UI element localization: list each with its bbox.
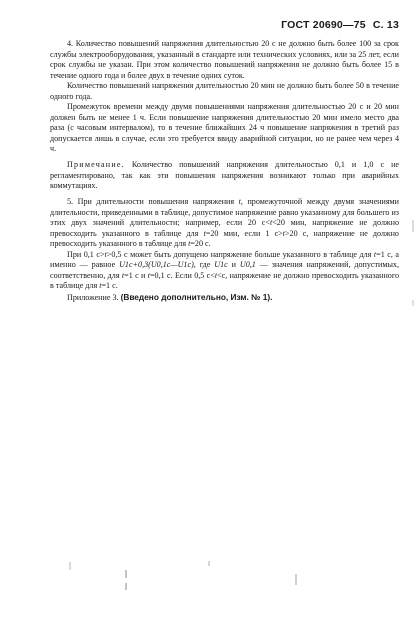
var-t: t <box>214 270 218 280</box>
appendix-note <box>50 292 399 304</box>
running-header <box>277 19 399 31</box>
voltage-formula: U1c+0,3(U0,1c—U1c) <box>119 260 194 269</box>
p6-part: <c, напряжение не должно превосходить указанного в таблице для <box>50 270 400 290</box>
paragraph-5 <box>50 197 399 250</box>
var-t: t <box>147 270 150 280</box>
var-t: t <box>99 281 102 290</box>
paragraph-interval: Промежуток времени между двумя повышениями напряжения длительностью 20 с и 20 мин должен быть не менее 1 ч. Если повышение напряжения длительностью 20 мин имело место два раза (с часовым интервалом), то в течение ближайших 24 ч повышение напряжения в третий раз допускается лишь в случае, если это требуется ввиду аварийной ситуации, но не ранее чем через 4 ч. <box>50 102 399 153</box>
standard-number: ГОСТ 20690—75 <box>281 19 366 31</box>
p6-part: =0,1 с. Если 0,5 c< <box>149 270 215 280</box>
p6-part: =1 с. <box>101 281 118 290</box>
page-number: С. 13 <box>372 19 399 31</box>
paragraph-limit-20min: Количество повышений напряжения длительностью 20 мин не должно быть более 50 в течение одного года. <box>50 81 399 101</box>
p5-part: , промежуточной между двумя значениями длительности, приведенными в таблице, допустимое напряжение равно указанному для большего из этих двух значений длительности; например, если 20 c< <box>50 197 400 227</box>
var-t: t <box>203 228 206 238</box>
p5-part: =20 с. <box>190 239 211 248</box>
body-text <box>50 39 399 303</box>
var-t: t <box>188 239 191 248</box>
var-t: t <box>269 218 273 227</box>
amendment-note: (Введено дополнительно, Изм. № 1). <box>120 291 273 302</box>
p6-part: =1 с и <box>124 270 148 280</box>
paragraph-short-duration <box>50 250 399 292</box>
note-label: Примечание. <box>67 160 125 169</box>
var-t: t <box>238 197 241 206</box>
p6-part: =1 с, а именно — равное <box>50 249 399 269</box>
var-t: t <box>373 249 377 259</box>
p5-part: 5. При длительности повышения напряжения <box>67 197 239 206</box>
var-u01: U0,1 <box>239 260 256 269</box>
note-text: Количество повышений напряжения длительностью 0,1 и 1,0 с не регламентировано, так как эти повышения напряжения возникают только при аварийных коммутациях. <box>50 160 399 190</box>
var-t: t <box>104 249 107 259</box>
p6-part: и <box>227 260 240 269</box>
p6-part: , где <box>193 260 215 269</box>
var-t: t <box>121 270 125 280</box>
p5-part: <20 мин, напряжение не должно превосходить указанного в таблице для <box>50 218 399 238</box>
paragraph-4: 4. Количество повышений напряжения длительностью 20 с не должно быть более 100 за срок службы электрооборудования, указанный в стандарте или технических условиях, или за 25 лет, если срок службы не указан. При этом количество повышений напряжения не должно быть более 15 в течение одного года и более двух в течение одних суток. <box>50 39 399 80</box>
p5-part: =20 мин, если 1 c> <box>205 228 283 238</box>
var-u1c: U1c <box>214 260 228 269</box>
p6-part: — значения напряжений, допустимых, соответственно, для <box>50 260 400 280</box>
p6-part: При 0,1 c> <box>67 249 105 259</box>
appendix-label: Приложение 3. <box>67 292 121 302</box>
p6-part: >0,5 с может быть допущено напряжение больше указанного в таблице для <box>106 249 374 259</box>
p5-part: >20 с, напряжение не должно превосходить указанного в таблице для <box>50 228 399 248</box>
note-paragraph <box>50 160 399 192</box>
var-t: t <box>282 228 285 238</box>
